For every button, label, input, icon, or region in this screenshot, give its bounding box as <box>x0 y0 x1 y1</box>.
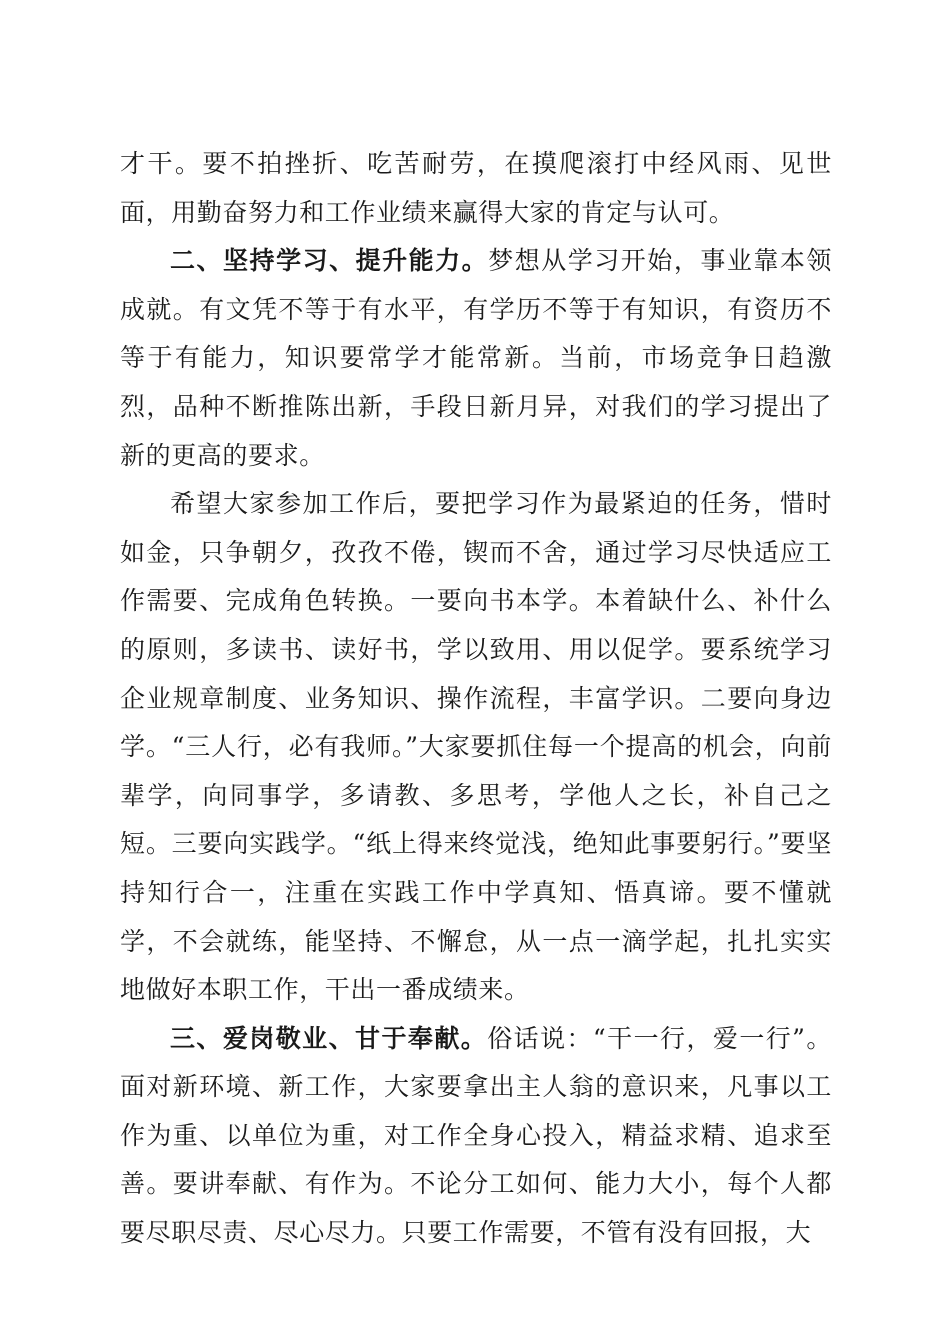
document-body <box>120 140 832 1258</box>
section-heading-two: 二、坚持学习、提升能力。 <box>170 246 489 276</box>
paragraph-text: 才干。要不拍挫折、吃苦耐劳，在摸爬滚打中经风雨、见世面，用勤奋努力和工作业绩来赢得大家的肯定与认可。 <box>120 149 832 227</box>
section-heading-three: 三、爱岗敬业、甘于奉献。 <box>170 1023 488 1053</box>
paragraph-text: 俗话说：“干一行，爱一行”。面对新环境、新工作，大家要拿出主人翁的意识来，凡事以工作为重、以单位为重，对工作全身心投入，精益求精、追求至善。要讲奉献、有作为。不论分工如何、能力大小，每个人都要尽职尽责、尽心尽力。只要工作需要，不管有没有回报，大 <box>120 1023 832 1248</box>
paragraph-text: 梦想从学习开始，事业靠本领成就。有文凭不等于有水平，有学历不等于有知识，有资历不等于有能力，知识要常学才能常新。当前，市场竞争日趋激烈，品种不断推陈出新，手段日新月异，对我们的学习提出了新的更高的要求。 <box>120 246 832 470</box>
paragraph-text: 希望大家参加工作后，要把学习作为最紧迫的任务，惜时如金，只争朝夕，孜孜不倦，锲而不舍，通过学习尽快适应工作需要、完成角色转换。一要向书本学。本着缺什么、补什么的原则，多读书、读好书，学以致用、用以促学。要系统学习企业规章制度、业务知识、操作流程，丰富学识。二要向身边学。“三人行，必有我师。”大家要抓住每一个提高的机会，向前辈学，向同事学，多请教、多思考，学他人之长，补自己之短。三要向实践学。“纸上得来终觉浅，绝知此事要躬行。”要坚持知行合一，注重在实践工作中学真知、悟真谛。要不懂就学，不会就练，能坚持、不懈怠，从一点一滴学起，扎扎实实地做好本职工作，干出一番成绩来。 <box>120 489 832 1005</box>
paragraph-section-three <box>120 1015 832 1258</box>
paragraph-section-two <box>120 237 832 480</box>
paragraph-learning-details <box>120 480 832 1015</box>
paragraph-continuation <box>120 140 832 237</box>
